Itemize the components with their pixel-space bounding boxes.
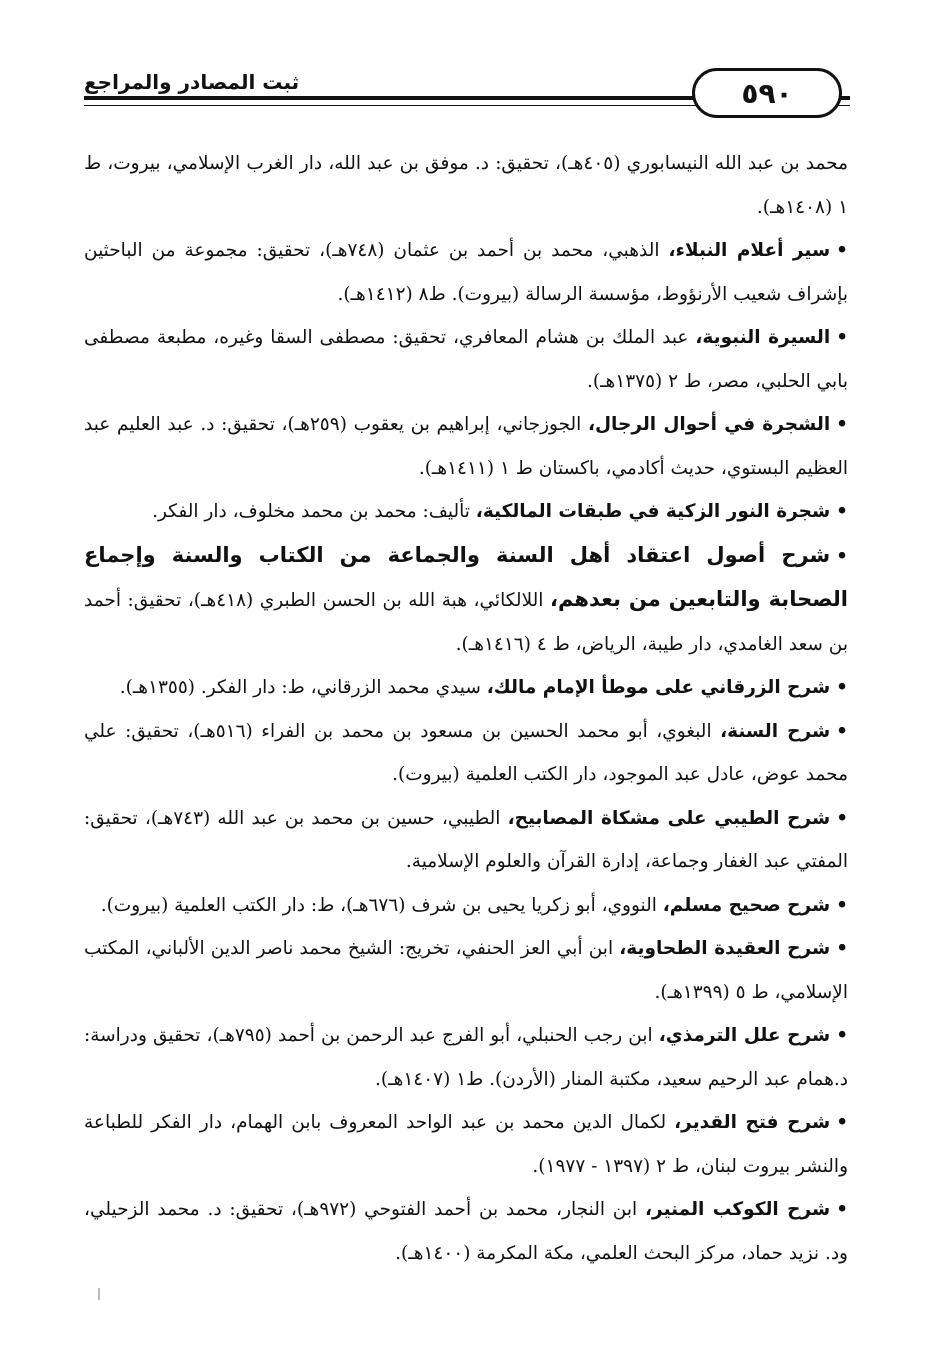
bullet-icon: •: [836, 327, 849, 348]
reference-entry: [84, 710, 848, 797]
reference-entry: [84, 666, 848, 710]
bullet-icon: •: [836, 545, 848, 567]
reference-title: شرح السنة،: [720, 720, 831, 742]
reference-details: عبد الملك بن هشام المعافري، تحقيق: مصطفى السقا وغيره، مطبعة مصطفى بابي الحلبي، مصر، ط ٢ (١٣٧٥هـ).: [84, 327, 848, 392]
page-header: [84, 60, 850, 140]
bullet-icon: •: [836, 240, 848, 261]
running-title: ثبت المصادر والمراجع: [84, 70, 300, 94]
reference-details: الطيبي، حسين بن محمد بن عبد الله (٧٤٣هـ)، تحقيق: المفتي عبد الغفار وجماعة، إدارة القرآن والعلوم الإسلامية.: [84, 807, 848, 872]
reference-entry: [84, 884, 848, 928]
reference-entry: [84, 490, 848, 534]
reference-details: البغوي، أبو محمد الحسين بن مسعود بن محمد بن الفراء (٥١٦هـ)، تحقيق: علي محمد عوض، عادل عبد الموجود، دار الكتب العلمية (بيروت).: [84, 720, 848, 785]
bullet-icon: •: [836, 1112, 849, 1133]
reference-entry: [84, 1014, 848, 1101]
reference-entry: [84, 927, 848, 1014]
reference-details: تأليف: محمد بن محمد مخلوف، دار الفكر.: [152, 501, 476, 522]
reference-title: شرح العقيدة الطحاوية،: [619, 938, 831, 959]
reference-entry: [84, 797, 848, 884]
reference-title: الشجرة في أحوال الرجال،: [587, 414, 831, 435]
bullet-icon: •: [836, 1199, 849, 1220]
page-number-badge: ٥٩٠: [692, 68, 842, 118]
reference-title: سير أعلام النبلاء،: [668, 240, 831, 261]
reference-details: اللالكائي، هبة الله بن الحسن الطبري (٤١٨هـ)، تحقيق: أحمد بن سعد الغامدي، دار طيبة، الرياض، ط ٤ (١٤١٦هـ).: [84, 590, 848, 655]
reference-title: شرح صحيح مسلم،: [662, 894, 831, 916]
reference-entry: [84, 534, 848, 667]
bullet-icon: •: [836, 677, 848, 698]
reference-details: لكمال الدين محمد بن عبد الواحد المعروف بابن الهمام، دار الفكر للطباعة والنشر بيروت لبنان، ط ٢ (١٣٩٧ - ١٩٧٧).: [84, 1112, 848, 1177]
reference-title: شرح الطيبي على مشكاة المصابيح،: [507, 807, 831, 829]
reference-title: شرح فتح القدير،: [674, 1112, 831, 1133]
scan-mark: [98, 1288, 100, 1300]
references-list: [84, 142, 848, 1275]
reference-title: شرح علل الترمذي،: [658, 1025, 831, 1046]
bullet-icon: •: [836, 894, 848, 916]
bullet-icon: •: [836, 501, 848, 522]
bullet-icon: •: [836, 1025, 849, 1046]
bullet-icon: •: [836, 938, 849, 959]
bullet-icon: •: [836, 720, 848, 742]
reference-details: ابن رجب الحنبلي، أبو الفرج عبد الرحمن بن أحمد (٧٩٥هـ)، تحقيق ودراسة: د.همام عبد الرحيم سعيد، مكتبة المنار (الأردن). ط١ (١٤٠٧هـ).: [84, 1025, 848, 1090]
reference-entry: [84, 1101, 848, 1188]
reference-title: شرح الكوكب المنير،: [645, 1199, 831, 1220]
reference-entry: [84, 403, 848, 490]
reference-title: شجرة النور الزكية في طبقات المالكية،: [475, 501, 831, 522]
reference-details: ابن أبي العز الحنفي، تخريج: الشيخ محمد ناصر الدين الألباني، المكتب الإسلامي، ط ٥ (١٣٩٩هـ).: [84, 938, 848, 1003]
reference-details: النووي، أبو زكريا يحيى بن شرف (٦٧٦هـ)، ط: دار الكتب العلمية (بيروت).: [100, 894, 663, 916]
reference-entry: [84, 229, 848, 316]
reference-title: شرح الزرقاني على موطأ الإمام مالك،: [486, 677, 831, 698]
reference-details: الجوزجاني، إبراهيم بن يعقوب (٢٥٩هـ)، تحقيق: د. عبد العليم عبد العظيم البستوي، حديث أكادمي، باكستان ط ١ (١٤١١هـ).: [84, 414, 848, 479]
reference-entry: [84, 316, 848, 403]
continued-entry: محمد بن عبد الله النيسابوري (٤٠٥هـ)، تحقيق: د. موفق بن عبد الله، دار الغرب الإسلامي، بيروت، ط ١ (١٤٠٨هـ).: [84, 153, 849, 218]
reference-details: الذهبي، محمد بن أحمد بن عثمان (٧٤٨هـ)، تحقيق: مجموعة من الباحثين بإشراف شعيب الأرنؤوط، مؤسسة الرسالة (بيروت). ط٨ (١٤١٢هـ).: [84, 240, 848, 305]
reference-entry: [84, 1188, 848, 1275]
bullet-icon: •: [836, 414, 848, 435]
reference-details: ابن النجار، محمد بن أحمد الفتوحي (٩٧٢هـ)، تحقيق: د. محمد الزحيلي، ود. نزيد حماد، مركز البحث العلمي، مكة المكرمة (١٤٠٠هـ).: [84, 1199, 848, 1264]
reference-title: السيرة النبوية،: [695, 327, 831, 348]
bullet-icon: •: [836, 807, 849, 829]
reference-title: شرح أصول اعتقاد أهل السنة والجماعة من الكتاب والسنة وإجماع الصحابة والتابعين من بعدهم،: [84, 542, 848, 611]
reference-details: سيدي محمد الزرقاني، ط: دار الفكر. (١٣٥٥هـ).: [119, 677, 487, 698]
